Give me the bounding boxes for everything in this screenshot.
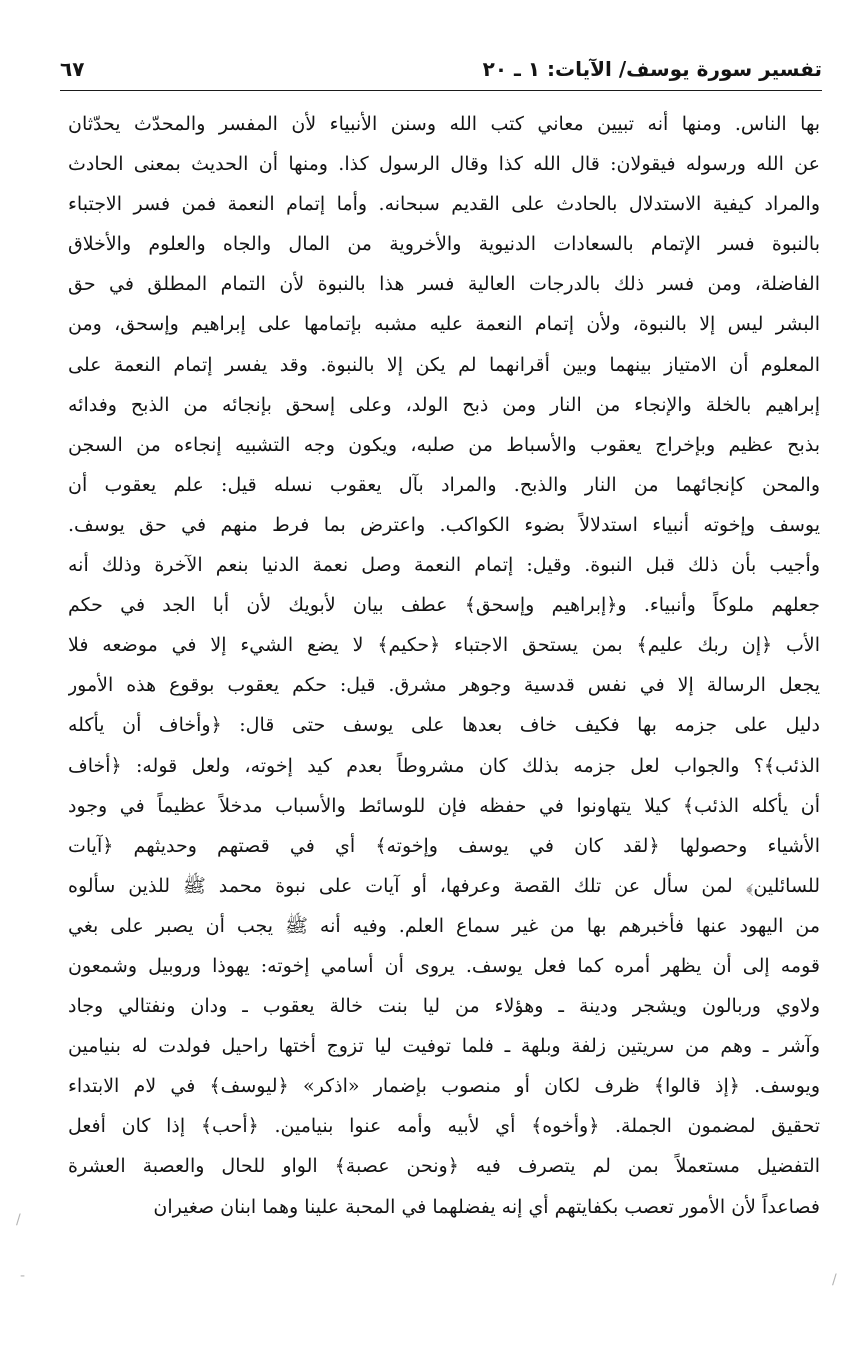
text-line: يوسف وإخوته أنبياء استدلالاً بضوء الكواكب. واعترض بما فرط منهم في حق يوسف. bbox=[68, 513, 820, 536]
body-text bbox=[68, 104, 820, 1227]
page-number: ٦٧ bbox=[60, 57, 85, 81]
text-line: الأب ﴿إن ربك عليم﴾ بمن يستحق الاجتباء ﴿حكيم﴾ لا يضع الشيء إلا في موضعه فلا bbox=[68, 634, 820, 657]
text-line: بها الناس. ومنها أنه تبيين معاني كتب الله وسنن الأنبياء لأن المفسر والمحدّث يحدّثان bbox=[68, 113, 820, 135]
text-line: البشر ليس إلا بالنبوة، ولأن إتمام النعمة عليه مشبه بإتمامها على إبراهيم وإسحق، ومن bbox=[68, 313, 820, 336]
text-line: الذئب﴾؟ والجواب لعل جزمه بذلك كان مشروطاً بعدم كيد إخوته، ولعل قوله: ﴿أخاف bbox=[68, 754, 820, 777]
margin-mark: / bbox=[832, 1272, 837, 1288]
page-header bbox=[60, 52, 822, 86]
text-line: الأشياء وحصولها ﴿لقد كان في يوسف وإخوته﴾ أي في قصتهم وحديثهم ﴿آيات bbox=[68, 834, 820, 857]
text-line: فصاعداً لأن الأمور تعصب بكفايتهم أي إنه يفضلهما في المحبة علينا وهما ابنان صغيران bbox=[153, 1195, 820, 1218]
text-line: عن الله ورسوله فيقولان: قال الله كذا وقال الرسول كذا. ومنها أن الحديث بمعنى الحادث bbox=[68, 153, 820, 176]
text-line: ولاوي وربالون ويشجر ودينة ـ وهؤلاء من ليا بنت خالة يعقوب ـ ودان ونفتالي وجاد bbox=[68, 995, 820, 1018]
text-line: إبراهيم بالخلة والإنجاء من النار ومن ذبح الولد، وعلى إسحق بإنجائه من الذبح وفدائه bbox=[68, 393, 820, 416]
text-line: تحقيق لمضمون الجملة. ﴿وأخوه﴾ أي لأبيه وأمه عنوا بنيامين. ﴿أحب﴾ إذا كان أفعل bbox=[68, 1115, 820, 1138]
text-line: أن يأكله الذئب﴾ كيلا يتهاونوا في حفظه فإن للوسائط والأسباب مدخلاً عظيماً في وجود bbox=[68, 794, 820, 817]
text-line: قومه إلى أن يظهر أمره كما فعل يوسف. يروى أن أسامي إخوته: يهوذا وروبيل وشمعون bbox=[68, 954, 820, 977]
header-rule bbox=[60, 90, 822, 91]
text-line: يجعل الرسالة إلا في نفس قدسية وجوهر مشرق. قيل: حكم يعقوب بوقوع هذه الأمور bbox=[68, 674, 820, 697]
text-line: والمحن كإنجائهما من النار والذبح. والمراد بآل يعقوب نسله قيل: علم يعقوب أن bbox=[68, 473, 820, 496]
text-line: وأجيب بأن ذلك قبل النبوة. وقيل: إتمام النعمة وصل نعمة الدنيا بنعم الآخرة وذلك أنه bbox=[68, 554, 820, 577]
text-line: دليل على جزمه بها فكيف خاف بعدها على يوسف حتى قال: ﴿وأخاف أن يأكله bbox=[68, 714, 820, 737]
margin-mark: / bbox=[16, 1212, 21, 1228]
text-line: جعلهم ملوكاً وأنبياء. و﴿إبراهيم وإسحق﴾ عطف بيان لأبويك لأن أبا الجد في حكم bbox=[68, 594, 820, 617]
text-line: بالنبوة فسر الإتمام بالسعادات الدنيوية والأخروية من المال والجاه والعلوم والأخلاق bbox=[68, 233, 820, 256]
text-line: من اليهود عنها فأخبرهم بها من غير سماع العلم. وفيه أنه ﷺ يجب أن يصبر على بغي bbox=[68, 914, 820, 937]
text-line: وآشر ـ وهم من سريتين زلفة وبلهة ـ فلما توفيت ليا تزوج أختها راحيل فولدت له بنيامين bbox=[68, 1035, 820, 1058]
text-line: المعلوم أن الامتياز بينهما وبين أقرانهما لم يكن إلا بالنبوة. وقد يفسر إتمام النعمة على bbox=[68, 353, 820, 376]
text-line: للسائلين﴾ لمن سأل عن تلك القصة وعرفها، أو آيات على نبوة محمد ﷺ للذين سألوه bbox=[68, 874, 820, 897]
text-line: ويوسف. ﴿إذ قالوا﴾ ظرف لكان أو منصوب بإضمار «اذكر» ﴿ليوسف﴾ في لام الابتداء bbox=[68, 1075, 820, 1098]
text-line: بذبح عظيم وبإخراج يعقوب والأسباط من صلبه، ويكون وجه التشبيه إنجاءه من السجن bbox=[68, 433, 820, 456]
running-title: تفسير سورة يوسف/ الآيات: ١ ـ ٢٠ bbox=[482, 57, 822, 81]
text-line: التفضيل مستعملاً بمن لم يتصرف فيه ﴿ونحن عصبة﴾ الواو للحال والعصبة العشرة bbox=[68, 1155, 820, 1178]
margin-mark: - bbox=[20, 1268, 26, 1284]
text-line: والمراد كيفية الاستدلال بالحادث على القديم سبحانه. وأما إتمام النعمة فمن فسر الاجتباء bbox=[68, 193, 820, 216]
text-line: الفاضلة، ومن فسر ذلك بالدرجات العالية فسر هذا بالنبوة لأن التمام المطلق في حق bbox=[68, 273, 820, 296]
